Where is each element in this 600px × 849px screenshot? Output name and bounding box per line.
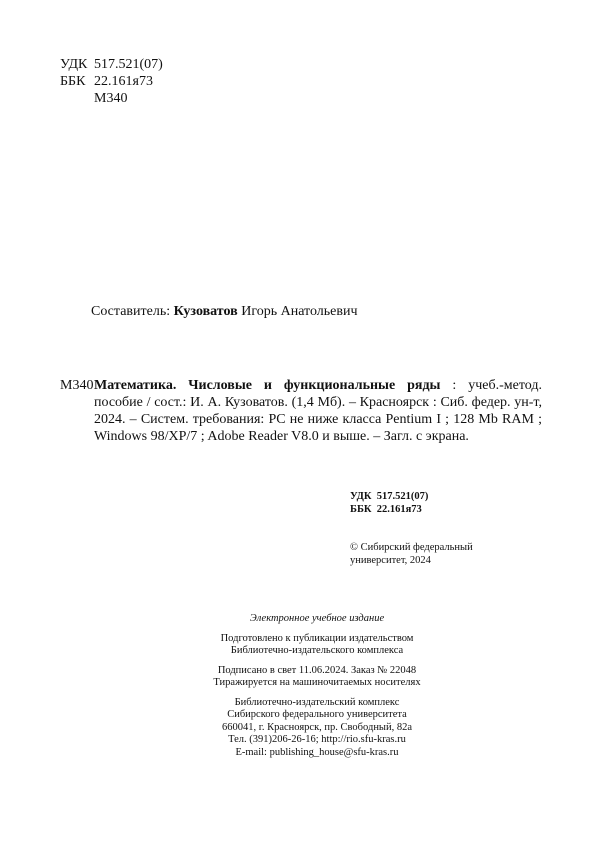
author-mark-line (60, 90, 163, 107)
classification-right (350, 491, 428, 516)
bbk-right: ББК 22.161я73 (350, 503, 422, 515)
udk-value: 517.521(07) (94, 57, 163, 72)
bbk-line (60, 73, 163, 90)
udk-line (60, 56, 163, 73)
address-line: 660041, г. Красноярск, пр. Свободный, 82а (221, 721, 413, 733)
compiler-line (91, 303, 358, 320)
udk-label: УДК (60, 57, 88, 72)
email-line: E-mail: publishing_house@sfu-kras.ru (235, 746, 399, 758)
replicated-line: Тиражируется на машиночитаемых носителях (213, 677, 421, 688)
prepared-line-2: Библиотечно-издательского комплекса (230, 645, 404, 656)
bib-record-mark: М340 (60, 378, 94, 393)
udk-right: УДК 517.521(07) (350, 491, 429, 502)
author-mark: М340 (94, 91, 128, 106)
signed-line: Подписано в свет 11.06.2024. Заказ № 22048 (217, 664, 417, 676)
copyright (350, 542, 473, 567)
edition-type: Электронное учебное издание (249, 613, 385, 624)
copyright-line-2: университет, 2024 (350, 554, 431, 566)
compiler-surname: Кузоватов (173, 304, 238, 319)
bbk-value: 22.161я73 (94, 74, 153, 89)
publisher-line-2: Сибирского федерального университета (227, 709, 407, 720)
bib-record-description: : учеб.-метод. пособие / сост.: И. А. Кузоватов. (1,4 Мб). – Красноярск : Сиб. федер. ун-т, 2024. – Систем. требования: PC не ниже класса Pentium I ; 128 Mb RAM ; Windows 98/XP/7 ; Adobe Reader V8.0 и выше. – Загл. с экрана. (94, 378, 542, 444)
publisher-line-1: Библиотечно-издательский комплекс (234, 696, 400, 708)
classification-block (60, 56, 163, 107)
bbk-label: ББК (60, 74, 86, 89)
phone-line: Тел. (391)206-26-16; http://rio.sfu-kras.ru (228, 734, 406, 745)
bib-record (94, 377, 542, 445)
compiler-label: Составитель: (91, 304, 171, 319)
bib-record-title: Математика. Числовые и функциональные ряды (94, 378, 441, 393)
imprint (150, 613, 484, 759)
prepared-line-1: Подготовлено к публикации издательством (220, 632, 414, 644)
compiler-name: Игорь Анатольевич (241, 304, 358, 319)
copyright-line-1: © Сибирский федеральный (350, 542, 473, 553)
